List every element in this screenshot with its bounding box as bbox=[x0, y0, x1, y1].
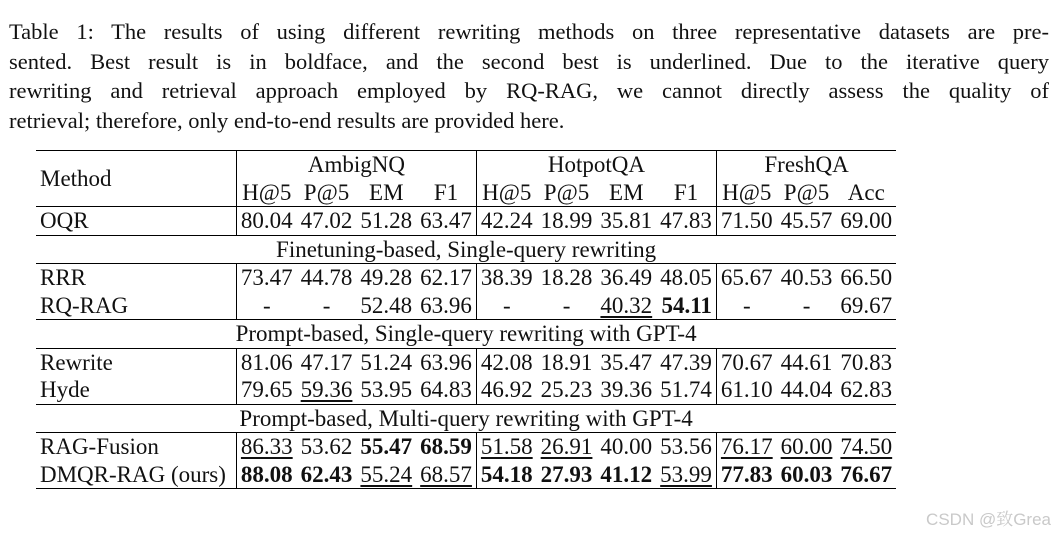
value-text: 44.78 bbox=[300, 265, 353, 290]
value-text: 46.92 bbox=[480, 377, 533, 402]
value-cell bbox=[476, 207, 536, 236]
value-cell bbox=[476, 264, 536, 292]
column-header: Acc bbox=[847, 179, 885, 205]
value-text: 69.00 bbox=[840, 208, 893, 233]
value-text: 53.95 bbox=[360, 377, 413, 402]
value-text: - bbox=[562, 292, 571, 318]
value-text: 76.17 bbox=[720, 434, 773, 459]
column-header: P@5 bbox=[543, 179, 590, 205]
column-header: EM bbox=[369, 179, 404, 205]
value-cell bbox=[297, 207, 357, 236]
column-header: F1 bbox=[416, 179, 476, 207]
value-text: 18.28 bbox=[540, 265, 593, 290]
value-cell bbox=[537, 376, 597, 404]
value-cell bbox=[716, 433, 776, 461]
value-cell bbox=[236, 264, 296, 292]
value-cell bbox=[476, 376, 536, 404]
value-text: 66.50 bbox=[840, 265, 893, 290]
value-cell bbox=[596, 348, 656, 376]
caption-line: rewriting and retrieval approach employed by RQ-RAG, we cannot directly assess the quality of bbox=[9, 78, 1049, 103]
section-header: Prompt-based, Multi-query rewriting with GPT-4 bbox=[36, 404, 896, 433]
value-cell bbox=[236, 348, 296, 376]
results-table bbox=[36, 150, 896, 489]
value-text: 36.49 bbox=[600, 265, 653, 290]
value-text: - bbox=[742, 292, 751, 318]
value-text: 62.43 bbox=[300, 461, 353, 487]
section-header: Finetuning-based, Single-query rewriting bbox=[36, 235, 896, 264]
method-cell: RQ-RAG bbox=[36, 292, 236, 320]
value-cell bbox=[416, 376, 476, 404]
watermark: CSDN @致Grea bbox=[926, 510, 1051, 529]
value-text: 74.50 bbox=[840, 434, 893, 459]
value-cell bbox=[297, 264, 357, 292]
value-text: 47.83 bbox=[660, 208, 712, 233]
value-text: 41.12 bbox=[600, 461, 653, 487]
value-cell bbox=[236, 376, 296, 404]
value-text: 88.08 bbox=[240, 461, 293, 487]
value-text: 76.67 bbox=[840, 461, 893, 487]
value-cell bbox=[356, 292, 416, 320]
value-text: 70.67 bbox=[720, 349, 773, 375]
value-text: 86.33 bbox=[240, 434, 293, 459]
value-text: 61.10 bbox=[720, 377, 773, 402]
value-cell bbox=[777, 376, 837, 404]
value-cell bbox=[596, 433, 656, 461]
value-text: 54.11 bbox=[661, 292, 712, 318]
value-cell bbox=[297, 433, 357, 461]
group-header-freshqa: FreshQA bbox=[716, 151, 896, 179]
value-text: 39.36 bbox=[600, 377, 653, 402]
value-text: 77.83 bbox=[720, 461, 773, 487]
value-text: 68.57 bbox=[420, 461, 472, 487]
value-cell bbox=[596, 264, 656, 292]
value-text: 26.91 bbox=[540, 434, 593, 459]
value-text: 51.24 bbox=[360, 349, 413, 375]
value-cell bbox=[656, 461, 716, 489]
value-text: 80.04 bbox=[240, 208, 293, 233]
value-text: - bbox=[322, 292, 331, 318]
group-header-ambignq: AmbigNQ bbox=[236, 151, 476, 179]
value-cell bbox=[836, 433, 896, 461]
value-cell bbox=[656, 433, 716, 461]
value-text: 62.83 bbox=[840, 377, 893, 402]
column-header: P@5 bbox=[783, 179, 830, 205]
value-text: 60.00 bbox=[780, 434, 833, 459]
column-header: H@5 bbox=[242, 179, 292, 205]
column-header: H@5 bbox=[482, 179, 532, 205]
value-text: 65.67 bbox=[720, 265, 773, 290]
value-cell bbox=[236, 433, 296, 461]
value-text: 55.47 bbox=[360, 434, 413, 459]
value-cell bbox=[777, 348, 837, 376]
value-cell bbox=[777, 264, 837, 292]
value-cell bbox=[356, 348, 416, 376]
value-cell bbox=[537, 461, 597, 489]
table-row bbox=[36, 292, 896, 320]
value-text: 18.91 bbox=[540, 349, 593, 375]
value-cell bbox=[777, 292, 837, 320]
value-cell bbox=[537, 264, 597, 292]
value-text: 35.81 bbox=[600, 208, 653, 233]
value-cell bbox=[596, 207, 656, 236]
value-cell bbox=[356, 207, 416, 236]
value-text: 44.04 bbox=[780, 377, 833, 402]
value-cell bbox=[836, 376, 896, 404]
value-text: 49.28 bbox=[360, 265, 413, 290]
value-text: 42.24 bbox=[480, 208, 533, 233]
value-cell bbox=[596, 292, 656, 320]
value-cell bbox=[777, 433, 837, 461]
table-caption bbox=[9, 17, 1049, 135]
value-cell bbox=[836, 461, 896, 489]
value-cell bbox=[716, 207, 776, 236]
table-row bbox=[36, 433, 896, 461]
value-cell bbox=[656, 292, 716, 320]
value-text: 40.53 bbox=[780, 265, 833, 290]
column-header: H@5 bbox=[722, 179, 772, 205]
value-text: 70.83 bbox=[840, 349, 893, 375]
value-cell bbox=[716, 461, 776, 489]
table-row bbox=[36, 207, 896, 236]
value-text: 63.96 bbox=[420, 349, 472, 375]
value-cell bbox=[297, 461, 357, 489]
value-cell bbox=[836, 207, 896, 236]
value-cell bbox=[416, 461, 476, 489]
value-text: 68.59 bbox=[420, 434, 472, 459]
value-text: 42.08 bbox=[480, 349, 533, 375]
value-cell bbox=[476, 348, 536, 376]
value-text: 47.17 bbox=[300, 349, 353, 375]
method-cell: DMQR-RAG (ours) bbox=[36, 461, 236, 489]
value-text: 25.23 bbox=[540, 377, 593, 402]
value-cell bbox=[416, 264, 476, 292]
value-text: 60.03 bbox=[780, 461, 833, 487]
value-text: 53.99 bbox=[660, 461, 712, 487]
value-text: 55.24 bbox=[360, 461, 413, 487]
column-header: P@5 bbox=[303, 179, 350, 205]
value-text: 27.93 bbox=[540, 461, 593, 487]
value-text: 44.61 bbox=[780, 349, 833, 375]
value-cell bbox=[416, 348, 476, 376]
value-text: 51.74 bbox=[660, 377, 712, 402]
value-cell bbox=[656, 207, 716, 236]
value-cell bbox=[777, 461, 837, 489]
value-cell bbox=[476, 292, 536, 320]
value-cell bbox=[416, 433, 476, 461]
value-cell bbox=[716, 348, 776, 376]
value-cell bbox=[656, 264, 716, 292]
value-text: 79.65 bbox=[240, 377, 293, 402]
section-header: Prompt-based, Single-query rewriting with GPT-4 bbox=[36, 320, 896, 349]
value-cell bbox=[356, 433, 416, 461]
value-text: 81.06 bbox=[240, 349, 293, 375]
value-cell bbox=[236, 292, 296, 320]
value-text: 48.05 bbox=[660, 265, 712, 290]
value-text: 59.36 bbox=[300, 377, 353, 402]
section-row bbox=[36, 404, 896, 433]
column-header: EM bbox=[609, 179, 644, 205]
value-cell bbox=[416, 207, 476, 236]
table-row bbox=[36, 461, 896, 489]
value-cell bbox=[236, 461, 296, 489]
value-cell bbox=[297, 376, 357, 404]
value-text: 40.32 bbox=[600, 292, 653, 318]
value-cell bbox=[537, 207, 597, 236]
method-cell: RAG-Fusion bbox=[36, 433, 236, 461]
value-text: 62.17 bbox=[420, 265, 472, 290]
value-cell bbox=[656, 376, 716, 404]
table-row bbox=[36, 348, 896, 376]
value-cell bbox=[716, 292, 776, 320]
value-cell bbox=[716, 264, 776, 292]
caption-line: retrieval; therefore, only end-to-end results are provided here. bbox=[9, 107, 565, 133]
value-cell bbox=[716, 376, 776, 404]
method-cell: Rewrite bbox=[36, 348, 236, 376]
value-text: 71.50 bbox=[720, 208, 773, 233]
value-text: 40.00 bbox=[600, 434, 653, 459]
group-header-hotpotqa: HotpotQA bbox=[476, 151, 716, 179]
value-cell bbox=[596, 461, 656, 489]
value-text: 35.47 bbox=[600, 349, 653, 375]
value-cell bbox=[537, 292, 597, 320]
table-row bbox=[36, 264, 896, 292]
value-cell bbox=[416, 292, 476, 320]
value-text: 73.47 bbox=[240, 265, 293, 290]
value-cell bbox=[537, 348, 597, 376]
value-cell bbox=[356, 376, 416, 404]
value-text: 63.47 bbox=[420, 208, 472, 233]
value-cell bbox=[297, 348, 357, 376]
value-text: 53.62 bbox=[300, 434, 353, 459]
method-cell: OQR bbox=[36, 207, 236, 236]
value-text: - bbox=[502, 292, 511, 318]
section-row bbox=[36, 235, 896, 264]
value-cell bbox=[356, 461, 416, 489]
value-text: 64.83 bbox=[420, 377, 472, 402]
value-text: 45.57 bbox=[780, 208, 833, 233]
value-text: - bbox=[802, 292, 811, 318]
value-text: 18.99 bbox=[540, 208, 593, 233]
value-cell bbox=[596, 376, 656, 404]
value-cell bbox=[476, 461, 536, 489]
table-row bbox=[36, 376, 896, 404]
value-text: 69.67 bbox=[840, 292, 893, 318]
value-text: 54.18 bbox=[480, 461, 533, 487]
value-cell bbox=[777, 207, 837, 236]
method-cell: RRR bbox=[36, 264, 236, 292]
method-cell: Hyde bbox=[36, 376, 236, 404]
caption-line: sented. Best result is in boldface, and the second best is underlined. Due to the iterative query bbox=[9, 48, 1049, 74]
value-cell bbox=[356, 264, 416, 292]
value-text: - bbox=[262, 292, 271, 318]
value-text: 51.58 bbox=[480, 434, 533, 459]
caption-line: Table 1: The results of using different rewriting methods on three representative datasets are pre- bbox=[9, 19, 1049, 44]
value-text: 47.39 bbox=[660, 349, 712, 375]
section-row bbox=[36, 320, 896, 349]
value-text: 47.02 bbox=[300, 208, 353, 233]
value-cell bbox=[297, 292, 357, 320]
value-cell bbox=[836, 264, 896, 292]
value-text: 53.56 bbox=[660, 434, 712, 459]
column-header: F1 bbox=[656, 179, 716, 207]
value-text: 51.28 bbox=[360, 208, 413, 233]
value-cell bbox=[656, 348, 716, 376]
value-text: 63.96 bbox=[420, 292, 472, 318]
value-text: 52.48 bbox=[360, 292, 413, 318]
value-cell bbox=[836, 348, 896, 376]
value-cell bbox=[236, 207, 296, 236]
value-text: 38.39 bbox=[480, 265, 533, 290]
value-cell bbox=[476, 433, 536, 461]
method-header: Method bbox=[36, 151, 236, 207]
value-cell bbox=[537, 433, 597, 461]
value-cell bbox=[836, 292, 896, 320]
